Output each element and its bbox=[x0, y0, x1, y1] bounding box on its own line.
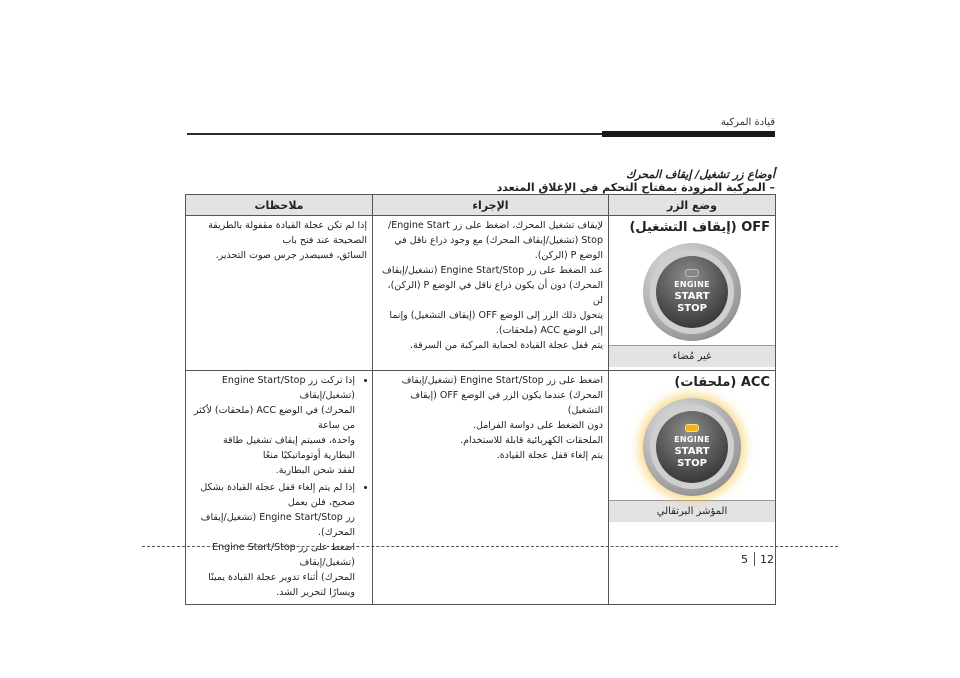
position-caption: غير مُضاء bbox=[609, 345, 775, 367]
action-cell bbox=[373, 216, 609, 371]
button-text-stop: STOP bbox=[677, 458, 707, 469]
note-bullet bbox=[191, 373, 355, 478]
action-line: لإيقاف تشغيل المحرك، اضغط على زر Engine Start/ bbox=[387, 220, 603, 231]
button-text-engine: ENGINE bbox=[674, 280, 710, 289]
page-number: 12 bbox=[760, 553, 774, 566]
section-subtitle: – المركبة المزودة بمفتاح التحكم في الإغلاق المتعدد bbox=[496, 181, 775, 194]
header-action: الإجراء bbox=[373, 195, 609, 216]
header-position: وضع الزر bbox=[609, 195, 776, 216]
button-positions-table bbox=[185, 194, 776, 605]
action-line: دون الضغط على دواسة الفرامل. bbox=[472, 420, 603, 431]
note-line: • إذا تركت زر Engine Start/Stop (تشغيل/إيقاف bbox=[221, 375, 355, 401]
note-bullet bbox=[191, 480, 355, 600]
note-line: زر Engine Start/Stop (تشغيل/إيقاف المحرك). bbox=[200, 512, 355, 538]
action-line: عند الضغط على زر Engine Start/Stop (تشغيل/إيقاف bbox=[381, 265, 603, 276]
action-cell bbox=[373, 371, 609, 605]
position-cell-off bbox=[609, 216, 776, 371]
position-cell-acc bbox=[609, 371, 776, 605]
button-text-start: START bbox=[674, 291, 710, 302]
action-line: المحرك) عندما يكون الزر في الوضع OFF (إيقاف التشغيل) bbox=[410, 390, 603, 416]
note-line: واحدة، فسيتم إيقاف تشغيل طاقة البطارية أوتوماتيكيًا منعًا bbox=[223, 435, 355, 461]
action-line: إلى الوضع ACC (ملحقات). bbox=[495, 325, 603, 336]
button-text-start: START bbox=[674, 446, 710, 457]
engine-start-stop-button-icon bbox=[643, 243, 741, 341]
footer-rule bbox=[142, 546, 838, 547]
action-line: المحرك) دون أن يكون ذراع ناقل في الوضع P (الركن)، لن bbox=[387, 280, 603, 306]
action-line: Stop (تشغيل/إيقاف المحرك) مع وجود ذراع ناقل في bbox=[394, 235, 603, 246]
note-line: المحرك) أثناء تدوير عجلة القيادة يمينًا ويسارًا لتحرير الشد. bbox=[208, 572, 355, 598]
action-line: يتم إلغاء قفل عجلة القيادة. bbox=[496, 450, 603, 461]
running-header: قيادة المركبة bbox=[721, 117, 775, 128]
note-line: لفقد شحن البطارية. bbox=[275, 465, 355, 476]
note-line: • إذا لم يتم إلغاء قفل عجلة القيادة بشكل صحيح، فلن يعمل bbox=[200, 482, 355, 508]
page-number-separator bbox=[754, 552, 755, 566]
table-row bbox=[186, 216, 776, 371]
header-notes: ملاحظات bbox=[186, 195, 373, 216]
action-line: اضغط على زر Engine Start/Stop (تشغيل/إيقاف bbox=[401, 375, 603, 386]
header-tab-bar bbox=[602, 131, 775, 137]
action-line: الملحقات الكهربائية قابلة للاستخدام. bbox=[460, 435, 603, 446]
note-line: السائق، فسيصدر جرس صوت التحذير. bbox=[215, 250, 367, 261]
action-line: يتحول ذلك الزر إلى الوضع OFF (إيقاف التشغيل) وإنما bbox=[389, 310, 603, 321]
chapter-number: 5 bbox=[741, 553, 748, 566]
position-title: OFF (إيقاف التشغيل) bbox=[629, 220, 770, 235]
note-line: المحرك) في الوضع ACC (ملحقات) لأكثر من ساعة bbox=[193, 405, 355, 431]
position-caption: المؤشر البرتقالي bbox=[609, 500, 775, 522]
indicator-lamp-orange-icon bbox=[685, 424, 699, 432]
position-title: ACC (ملحقات) bbox=[674, 375, 770, 390]
button-text-engine: ENGINE bbox=[674, 435, 710, 444]
section-title: أوضاع زر تشغيل/ إيقاف المحرك bbox=[626, 168, 775, 181]
indicator-lamp-off-icon bbox=[685, 269, 699, 277]
engine-start-stop-button-icon bbox=[643, 398, 741, 496]
note-line: إذا لم تكن عجلة القيادة مقفولة بالطريقة الصحيحة عند فتح باب bbox=[208, 220, 367, 246]
notes-cell bbox=[186, 371, 373, 605]
note-line: اضغط على زر Engine Start/Stop (تشغيل/إيقاف bbox=[212, 542, 355, 568]
button-text-stop: STOP bbox=[677, 303, 707, 314]
table-row bbox=[186, 371, 776, 605]
action-line: يتم قفل عجلة القيادة لحماية المركبة من السرقة. bbox=[410, 340, 603, 351]
notes-cell bbox=[186, 216, 373, 371]
action-line: الوضع P (الركن). bbox=[534, 250, 603, 261]
